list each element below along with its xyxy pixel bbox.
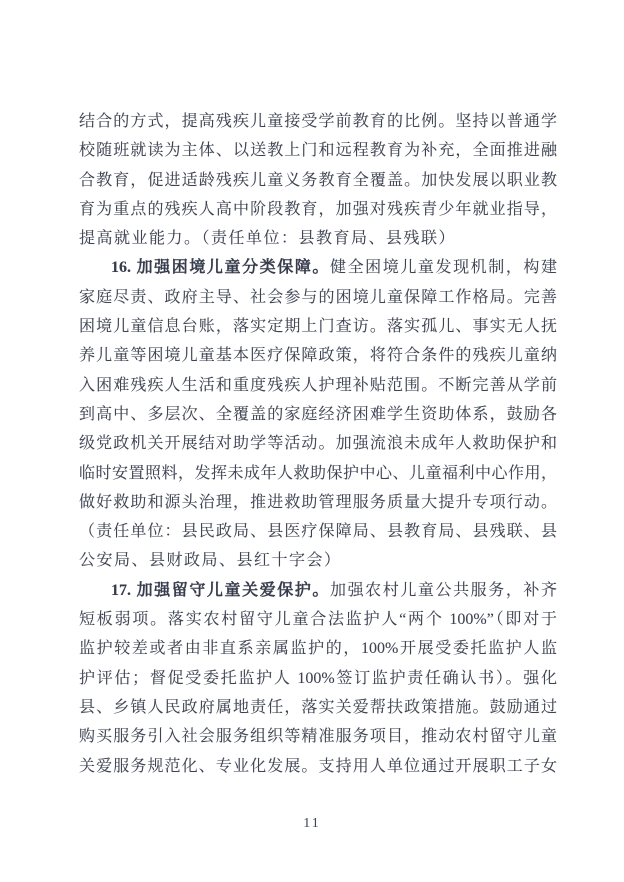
document-body [79, 107, 557, 781]
text-line-responsibility: 提高就业能力。（责任单位：县教育局、县残联） [79, 230, 457, 248]
text-line-responsibility: 公安局、县财政局、县红十字会） [79, 552, 342, 570]
text-line: 临时安置照料，发挥未成年人救助保护中心、儿童福利中心作用， [79, 464, 557, 482]
page-number: 11 [303, 816, 321, 831]
text-line: 结合的方式，提高残疾儿童接受学前教育的比例。坚持以普通学 [79, 113, 557, 130]
text-line-section-17-first [79, 576, 557, 605]
text-line: 级党政机关开展结对助学等活动。加强流浪未成年人救助保护和 [79, 435, 557, 453]
text-line-section-16-first [79, 253, 557, 282]
text-line: 合教育，促进适龄残疾儿童义务教育全覆盖。加快发展以职业教 [79, 171, 557, 189]
text-line: 校随班就读为主体、以送教上门和远程教育为补充，全面推进融 [79, 142, 557, 160]
section-16-lead: 健全困境儿童发现机制，构建 [330, 259, 557, 277]
text-line: 养儿童等困境儿童基本医疗保障政策，将符合条件的残疾儿童纳 [79, 347, 557, 365]
text-line: 监护较差或者由非直系亲属监护的，100%开展受委托监护人监 [79, 640, 557, 658]
section-17-heading: 17. 加强留守儿童关爱保护。 [111, 581, 330, 599]
text-line: 短板弱项。落实农村留守儿童合法监护人“两个 100%”（即对于 [79, 611, 557, 629]
section-16-heading: 16. 加强困境儿童分类保障。 [111, 259, 330, 277]
text-line: 关爱服务规范化、专业化发展。支持用人单位通过开展职工子女 [79, 757, 557, 775]
text-line: 家庭尽责、政府主导、社会参与的困境儿童保障工作格局。完善 [79, 288, 557, 306]
text-line: 做好救助和源头治理，推进救助管理服务质量大提升专项行动。 [79, 493, 557, 511]
text-line: 县、乡镇人民政府属地责任，落实关爱帮扶政策措施。鼓励通过 [79, 698, 557, 716]
text-line: 到高中、多层次、全覆盖的家庭经济困难学生资助体系，鼓励各 [79, 405, 557, 423]
text-line: 困境儿童信息台账，落实定期上门查访。落实孤儿、事实无人抚 [79, 318, 557, 336]
text-line-responsibility: （责任单位：县民政局、县医疗保障局、县教育局、县残联、县 [79, 523, 557, 541]
text-line: 入困难残疾人生活和重度残疾人护理补贴范围。不断完善从学前 [79, 376, 557, 394]
section-17-lead: 加强农村儿童公共服务，补齐 [330, 581, 557, 599]
text-line: 购买服务引入社会服务组织等精准服务项目，推动农村留守儿童 [79, 728, 557, 746]
text-line: 护评估；督促受委托监护人 100%签订监护责任确认书）。强化 [79, 669, 557, 687]
text-line: 育为重点的残疾人高中阶段教育，加强对残疾青少年就业指导， [79, 200, 557, 218]
